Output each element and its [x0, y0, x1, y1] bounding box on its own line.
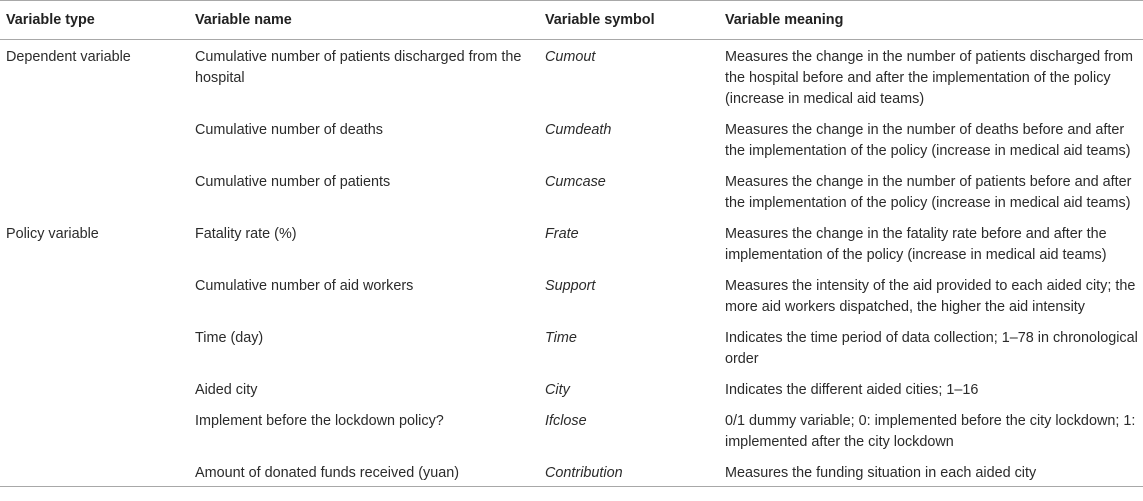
header-variable-symbol: Variable symbol — [545, 11, 655, 28]
cell-name: Cumulative number of aid workers — [195, 278, 414, 294]
cell-symbol: Contribution — [545, 465, 623, 481]
table-row — [0, 456, 1143, 487]
cell-meaning: Measures the funding situation in each aided city — [725, 465, 1037, 481]
cell-type — [0, 269, 189, 321]
header-row — [0, 1, 1143, 40]
cell-type — [0, 373, 189, 404]
cell-meaning: 0/1 dummy variable; 0: implemented before the city lockdown; 1: implemented after the city lockdown — [725, 413, 1136, 450]
header-variable-name: Variable name — [195, 11, 292, 28]
table-row — [0, 269, 1143, 321]
header-variable-meaning: Variable meaning — [725, 11, 844, 28]
table-row — [0, 113, 1143, 165]
cell-symbol: City — [545, 382, 570, 398]
cell-meaning: Measures the change in the number of patients before and after the implementation of the policy (increase in medical aid teams) — [725, 174, 1132, 211]
cell-type — [0, 113, 189, 165]
cell-symbol: Cumcase — [545, 174, 606, 190]
cell-symbol: Cumdeath — [545, 122, 612, 138]
cell-type — [0, 165, 189, 217]
cell-type: Policy variable — [6, 226, 99, 242]
cell-meaning: Indicates the time period of data collection; 1–78 in chronological order — [725, 330, 1138, 367]
cell-symbol: Time — [545, 330, 577, 346]
cell-name: Fatality rate (%) — [195, 226, 297, 242]
cell-symbol: Cumout — [545, 49, 596, 65]
cell-type — [0, 321, 189, 373]
cell-name: Implement before the lockdown policy? — [195, 413, 444, 429]
table-row — [0, 404, 1143, 456]
table-row — [0, 165, 1143, 217]
cell-type — [0, 456, 189, 487]
cell-type: Dependent variable — [6, 49, 131, 65]
cell-symbol: Frate — [545, 226, 579, 242]
table-row — [0, 373, 1143, 404]
cell-meaning: Measures the change in the number of patients discharged from the hospital before and after the implementation of the policy (increase in medical aid teams) — [725, 49, 1133, 107]
cell-type — [0, 404, 189, 456]
table-row — [0, 217, 1143, 269]
cell-name: Amount of donated funds received (yuan) — [195, 465, 459, 481]
table-row — [0, 321, 1143, 373]
table-row — [0, 40, 1143, 114]
cell-meaning: Measures the intensity of the aid provided to each aided city; the more aid workers dispatched, the higher the aid intensity — [725, 278, 1136, 315]
cell-name: Aided city — [195, 382, 258, 398]
cell-name: Cumulative number of patients discharged from the hospital — [195, 49, 522, 86]
cell-symbol: Support — [545, 278, 596, 294]
cell-name: Time (day) — [195, 330, 264, 346]
cell-name: Cumulative number of deaths — [195, 122, 383, 138]
cell-meaning: Measures the change in the number of deaths before and after the implementation of the policy (increase in medical aid teams) — [725, 122, 1131, 159]
cell-name: Cumulative number of patients — [195, 174, 391, 190]
header-variable-type: Variable type — [6, 11, 95, 28]
cell-symbol: Ifclose — [545, 413, 587, 429]
cell-meaning: Indicates the different aided cities; 1–16 — [725, 382, 979, 398]
cell-meaning: Measures the change in the fatality rate before and after the implementation of the policy (increase in medical aid teams) — [725, 226, 1107, 263]
